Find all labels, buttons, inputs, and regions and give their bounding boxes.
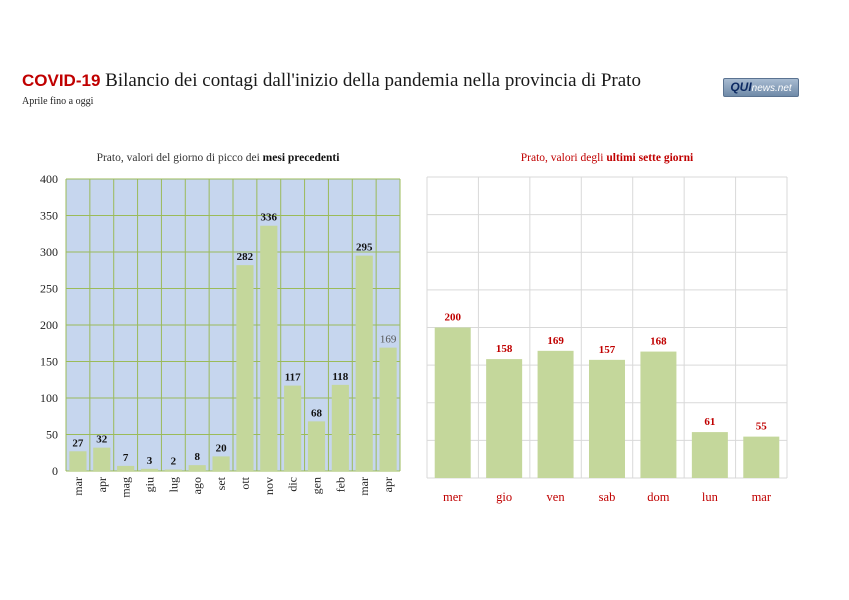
title-highlight: COVID-19 [22, 71, 101, 90]
right-chart-title: Prato, valori degli ultimi sette giorni [520, 152, 694, 164]
left-x-tick-label: apr [381, 477, 396, 493]
left-chart-title: Prato, valori del giorno di picco dei mesi precedenti [96, 152, 340, 164]
right-bar [589, 360, 625, 478]
left-bar-value-label: 2 [170, 455, 177, 468]
right-bar-value-label: 61 [704, 416, 716, 429]
right-x-tick-label: dom [647, 490, 670, 504]
left-bar-value-label: 169 [379, 333, 397, 346]
right-x-tick-label: gio [496, 490, 513, 504]
left-x-tick-label: gen [309, 477, 324, 495]
left-x-tick-label: mar [70, 477, 85, 496]
right-bar-value-label: 168 [650, 335, 667, 348]
left-x-tick-label: nov [261, 477, 276, 495]
left-x-tick-label: ago [190, 477, 205, 495]
left-bar-value-label: 20 [215, 442, 227, 455]
left-bar-value-label: 336 [260, 211, 278, 224]
left-x-tick-label: feb [333, 477, 348, 493]
left-chart-title-bold: mesi precedenti [262, 152, 340, 164]
left-bar-value-label: 27 [72, 437, 84, 450]
right-x-tick-label: mer [442, 490, 463, 504]
left-x-tick-label: ott [237, 477, 252, 490]
left-x-tick-label: dic [285, 477, 300, 492]
left-bar [284, 386, 301, 471]
page-subtitle: Aprile fino a oggi [22, 96, 94, 107]
right-bar [743, 437, 779, 478]
left-bar [332, 385, 349, 471]
left-bar-value-label: 295 [355, 241, 373, 254]
left-bar [189, 465, 206, 471]
left-bar [141, 469, 158, 471]
left-y-tick-label: 50 [46, 427, 58, 442]
left-bar [308, 421, 325, 471]
title-text: Bilancio dei contagi dall'inizio della pandemia nella provincia di Prato [105, 70, 641, 91]
right-bar-value-label: 169 [547, 334, 564, 347]
left-bar-value-label: 118 [332, 370, 349, 383]
left-bar [356, 256, 373, 471]
logo-sub: news.net [751, 83, 792, 94]
left-bar [212, 456, 229, 471]
right-bar [538, 351, 574, 478]
left-x-tick-label: giu [142, 477, 157, 493]
right-bar-value-label: 200 [444, 311, 461, 324]
left-bar [236, 265, 253, 471]
left-y-tick-label: 0 [52, 464, 58, 478]
left-x-tick-label: mar [357, 477, 372, 496]
right-bar-value-label: 157 [598, 343, 616, 356]
left-y-tick-label: 150 [40, 354, 58, 369]
left-bar [379, 348, 396, 471]
right-bar-value-label: 55 [755, 420, 767, 433]
left-bar [165, 470, 182, 471]
left-x-tick-label: mag [118, 477, 133, 498]
logo-main: QUI [730, 80, 752, 94]
left-y-tick-label: 100 [40, 391, 58, 405]
right-bar [435, 328, 471, 479]
left-bar-value-label: 3 [146, 454, 153, 467]
left-bar [260, 226, 277, 471]
left-y-tick-label: 300 [40, 245, 58, 259]
left-y-tick-label: 200 [40, 318, 58, 332]
left-x-tick-label: lug [166, 477, 181, 493]
left-bar-value-label: 282 [236, 251, 254, 264]
left-bar [69, 451, 86, 471]
left-bar [117, 466, 134, 471]
right-bar [640, 352, 676, 478]
left-y-tick-label: 400 [40, 172, 58, 186]
left-bar-value-label: 117 [284, 371, 301, 384]
left-x-tick-label: apr [94, 477, 109, 493]
right-bar-value-label: 158 [495, 343, 513, 356]
left-x-tick-label: set [214, 477, 229, 491]
right-x-tick-label: ven [546, 490, 565, 504]
right-x-tick-label: sab [598, 490, 616, 504]
right-chart-title-bold: ultimi sette giorni [606, 152, 694, 164]
left-y-tick-label: 250 [40, 281, 58, 296]
right-chart [427, 152, 787, 504]
left-chart [40, 152, 400, 498]
left-bar-value-label: 8 [194, 451, 200, 464]
right-bar [692, 432, 728, 478]
right-bar [486, 359, 522, 478]
right-x-tick-label: lun [701, 490, 718, 504]
left-bar-value-label: 68 [311, 407, 322, 420]
right-x-tick-label: mar [751, 490, 772, 504]
left-bar-value-label: 7 [122, 451, 129, 464]
left-bar-value-label: 32 [96, 433, 108, 446]
left-y-tick-label: 350 [40, 208, 58, 223]
left-bar [93, 448, 110, 471]
